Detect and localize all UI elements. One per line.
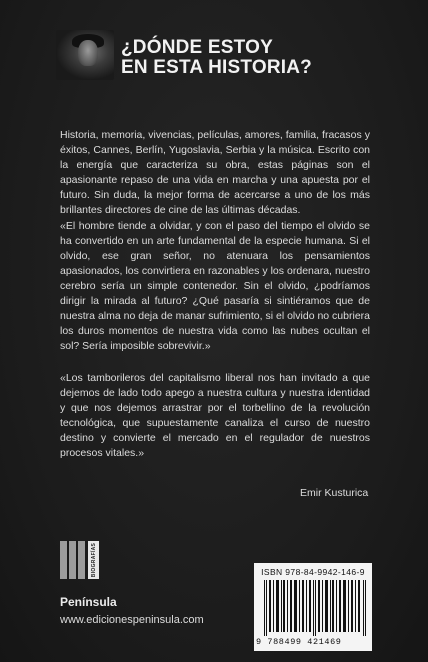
barcode-panel: [254, 563, 372, 651]
author-photo: [56, 30, 114, 80]
collection-label: BIOGRAFÍAS: [90, 542, 97, 578]
logo-bar: [69, 541, 76, 579]
quote-paragraph-1: «El hombre tiende a olvidar, y con el paso del tiempo el olvido se ha convertido en un arte fundamental de la especie humana. Si el olvido, ese gran señor, no atenuara los pensamientos apasionados, los convirtiera en razonables y los ordenara, nuestro cerebro sería un simple contenedor. Sin el olvido, ¿podríamos dirigir la mirada al futuro? ¿Qué pasaría si sintiéramos que de nuestra alma no deja de manar sufrimiento, si el olvido no cubriera los duros momentos de nuestra vida como las nubes ocultan el sol? Sería imposible sobrevivir.»: [60, 220, 370, 352]
collection-logo: [60, 541, 98, 579]
quote-paragraph-2: «Los tamborileros del capitalismo liberal nos han invitado a que dejemos de lado todo apego a nuestra cultura y nuestra identidad y que nos dejemos arrastrar por el torbellino de la revolución tecnológica, que supuestamente canaliza el curso de nuestro destino y convierte el mercado en el regulador de nuestros procesos vitales.»: [60, 372, 370, 459]
barcode-digits: 9 788499 421469: [256, 637, 342, 647]
barcode-icon: [264, 580, 366, 636]
collection-tag: [88, 541, 99, 579]
publisher-website: www.edicionespeninsula.com: [60, 614, 204, 626]
author-face: [78, 40, 98, 66]
author-signature: Emir Kusturica: [300, 487, 369, 499]
blurb-paragraph: Historia, memoria, vivencias, películas, amores, familia, fracasos y éxitos, Cannes, Berlín, Yugoslavia, Serbia y la música. Escrito con la energía que caracteriza su obra, estas páginas son el apasionante repaso de una vida en marcha y una apuesta por el futuro. Sin duda, la mejor forma de acercarse a uno de los más brillantes directores de cine de las últimas décadas.: [60, 129, 370, 216]
headline-line-2: EN ESTA HISTORIA?: [121, 57, 312, 78]
isbn-text: ISBN 978-84-9942-146-9: [261, 567, 365, 577]
logo-bar: [60, 541, 67, 579]
logo-bar: [78, 541, 85, 579]
publisher-name: Península: [60, 595, 117, 609]
back-cover-headline: [121, 38, 312, 78]
headline-line-1: ¿DÓNDE ESTOY: [121, 37, 273, 58]
